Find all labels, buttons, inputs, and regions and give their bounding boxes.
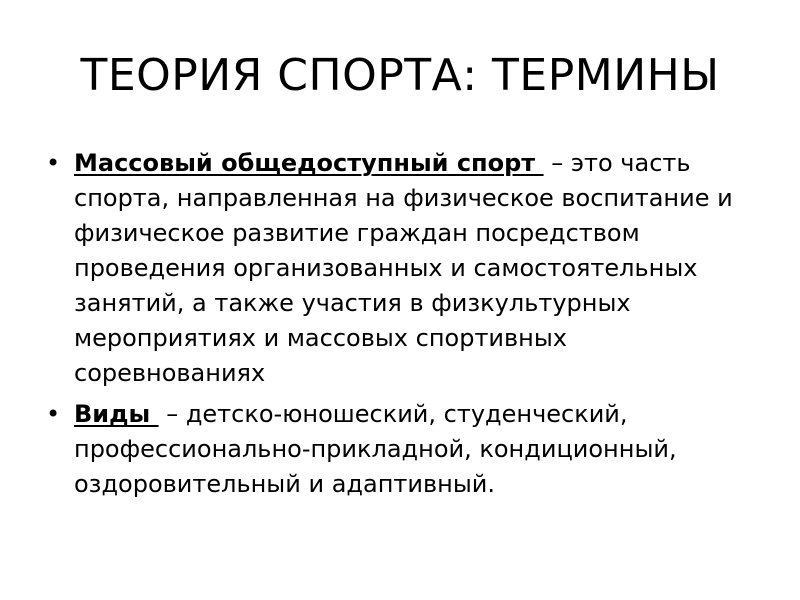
term-mass-sport: Массовый общедоступный спорт	[74, 149, 544, 177]
bullet-item-types	[46, 397, 756, 502]
slide-title: ТЕОРИЯ СПОРТА: ТЕРМИНЫ	[80, 50, 720, 101]
definition-types: – детско-юношеский, студенческий, профессионально-прикладной, кондиционный, оздоровительный и адаптивный.	[74, 400, 677, 498]
bullet-dot-icon: •	[46, 149, 61, 177]
bullet-dot-icon: •	[46, 400, 61, 428]
term-types: Виды	[74, 400, 159, 428]
definition-mass-sport: – это часть спорта, направленная на физическое воспитание и физическое развитие граждан посредством проведения организованных и самостоятельных занятий, а также участия в физкультурных мероприятиях и массовых спортивных соревнованиях	[74, 149, 733, 387]
bullet-list	[46, 146, 756, 508]
bullet-item-mass-sport	[46, 146, 756, 391]
